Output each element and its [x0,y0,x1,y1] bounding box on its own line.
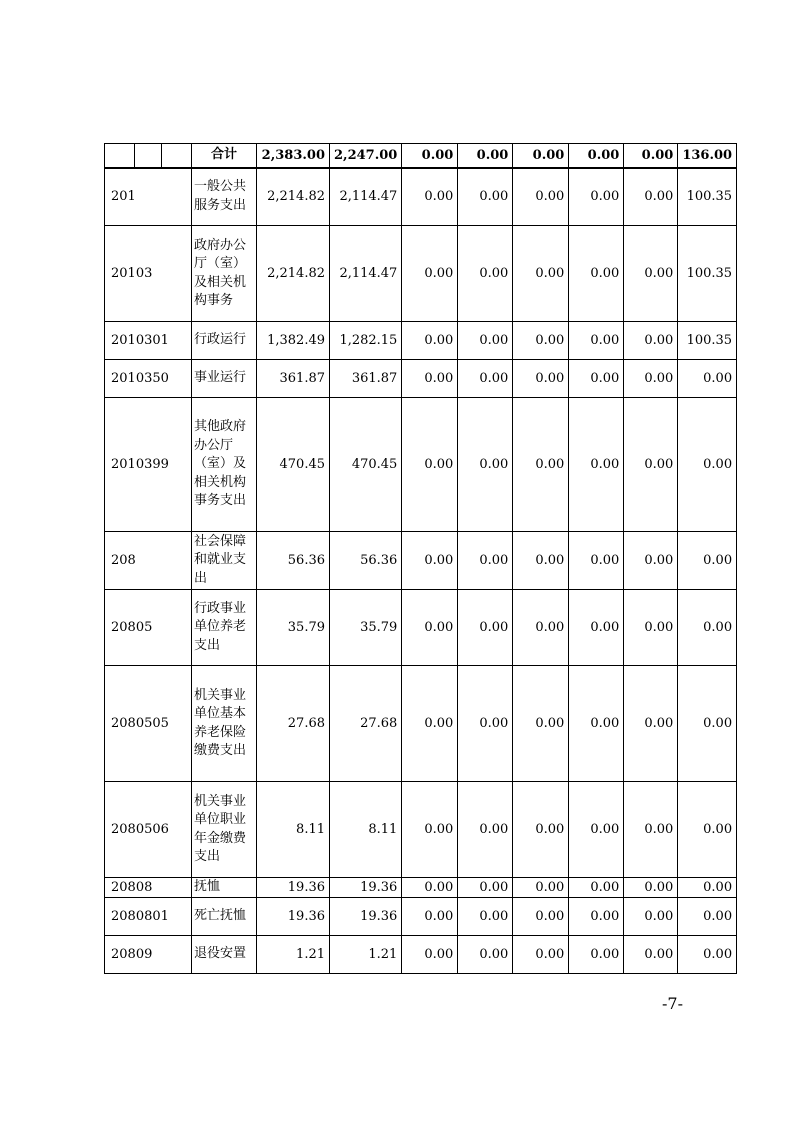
amount-cell: 0.00 [569,226,624,322]
table-row [105,168,737,226]
subject-name: 社会保障和就业支出 [192,532,257,590]
amount-cell: 19.36 [257,897,330,935]
amount-cell: 1.21 [257,935,330,973]
amount-cell: 0.00 [458,590,513,666]
amount-cell: 100.35 [678,322,737,360]
subject-name: 机关事业单位基本养老保险缴费支出 [192,666,257,782]
amount-cell: 56.36 [257,532,330,590]
total-value: 2,383.00 [257,144,330,168]
amount-cell: 0.00 [569,935,624,973]
amount-cell: 0.00 [678,532,737,590]
amount-cell: 0.00 [402,532,458,590]
amount-cell: 8.11 [330,782,402,878]
amount-cell: 0.00 [513,897,569,935]
amount-cell: 0.00 [678,782,737,878]
amount-cell: 0.00 [624,782,678,878]
amount-cell: 0.00 [513,782,569,878]
amount-cell: 0.00 [458,360,513,398]
amount-cell: 35.79 [257,590,330,666]
subject-code: 20808 [105,878,192,898]
amount-cell: 0.00 [458,322,513,360]
amount-cell: 0.00 [402,666,458,782]
blank-cell [135,144,162,168]
amount-cell: 27.68 [257,666,330,782]
amount-cell: 0.00 [569,398,624,532]
amount-cell: 0.00 [624,398,678,532]
table-row [105,532,737,590]
amount-cell: 0.00 [678,935,737,973]
subject-name: 行政运行 [192,322,257,360]
amount-cell: 2,114.47 [330,168,402,226]
subject-name: 抚恤 [192,878,257,898]
amount-cell: 0.00 [458,935,513,973]
amount-cell: 470.45 [330,398,402,532]
amount-cell: 1.21 [330,935,402,973]
table-row [105,935,737,973]
amount-cell: 0.00 [402,322,458,360]
amount-cell: 0.00 [458,782,513,878]
subject-code: 20809 [105,935,192,973]
amount-cell: 0.00 [569,878,624,898]
amount-cell: 0.00 [678,590,737,666]
table-row [105,878,737,898]
amount-cell: 0.00 [458,398,513,532]
amount-cell: 0.00 [624,322,678,360]
subject-name: 行政事业单位养老支出 [192,590,257,666]
amount-cell: 0.00 [513,398,569,532]
amount-cell: 0.00 [624,935,678,973]
amount-cell: 0.00 [402,226,458,322]
amount-cell: 0.00 [513,590,569,666]
amount-cell: 0.00 [458,897,513,935]
amount-cell: 0.00 [678,878,737,898]
amount-cell: 56.36 [330,532,402,590]
table-row [105,398,737,532]
subject-code: 2080505 [105,666,192,782]
amount-cell: 0.00 [624,590,678,666]
amount-cell: 0.00 [402,935,458,973]
amount-cell: 2,214.82 [257,168,330,226]
amount-cell: 8.11 [257,782,330,878]
amount-cell: 19.36 [257,878,330,898]
amount-cell: 0.00 [678,360,737,398]
subject-name: 政府办公厅（室）及相关机构事务 [192,226,257,322]
subject-code: 2080801 [105,897,192,935]
subject-name: 死亡抚恤 [192,897,257,935]
amount-cell: 0.00 [569,360,624,398]
table-row [105,897,737,935]
subject-name: 事业运行 [192,360,257,398]
amount-cell: 470.45 [257,398,330,532]
subject-code: 201 [105,168,192,226]
amount-cell: 0.00 [458,168,513,226]
amount-cell: 0.00 [624,532,678,590]
amount-cell: 2,214.82 [257,226,330,322]
subject-name: 机关事业单位职业年金缴费支出 [192,782,257,878]
amount-cell: 0.00 [402,168,458,226]
total-row [105,144,737,168]
amount-cell: 0.00 [624,360,678,398]
amount-cell: 0.00 [458,532,513,590]
amount-cell: 0.00 [678,666,737,782]
table-row [105,226,737,322]
amount-cell: 0.00 [513,322,569,360]
amount-cell: 0.00 [624,897,678,935]
amount-cell: 0.00 [678,398,737,532]
amount-cell: 361.87 [257,360,330,398]
subject-code: 2010301 [105,322,192,360]
total-value: 0.00 [458,144,513,168]
expenditure-table [104,143,737,974]
table-row [105,782,737,878]
blank-cell [105,144,135,168]
amount-cell: 0.00 [569,322,624,360]
subject-code: 20103 [105,226,192,322]
amount-cell: 0.00 [513,532,569,590]
table-row [105,590,737,666]
amount-cell: 0.00 [513,226,569,322]
page-number: -7- [662,994,683,1013]
amount-cell: 100.35 [678,226,737,322]
amount-cell: 19.36 [330,897,402,935]
amount-cell: 35.79 [330,590,402,666]
amount-cell: 0.00 [513,168,569,226]
amount-cell: 2,114.47 [330,226,402,322]
amount-cell: 27.68 [330,666,402,782]
amount-cell: 100.35 [678,168,737,226]
amount-cell: 0.00 [569,782,624,878]
amount-cell: 0.00 [678,897,737,935]
total-value: 0.00 [402,144,458,168]
amount-cell: 0.00 [569,666,624,782]
amount-cell: 0.00 [402,782,458,878]
subject-code: 20805 [105,590,192,666]
total-value: 136.00 [678,144,737,168]
amount-cell: 0.00 [624,168,678,226]
subject-name: 其他政府办公厅（室）及相关机构事务支出 [192,398,257,532]
amount-cell: 0.00 [513,666,569,782]
total-label: 合计 [192,144,257,168]
amount-cell: 0.00 [569,532,624,590]
subject-name: 一般公共服务支出 [192,168,257,226]
subject-code: 2080506 [105,782,192,878]
amount-cell: 0.00 [513,935,569,973]
total-value: 0.00 [569,144,624,168]
total-value: 0.00 [624,144,678,168]
table-row [105,322,737,360]
amount-cell: 0.00 [402,897,458,935]
subject-code: 2010399 [105,398,192,532]
table-row [105,360,737,398]
subject-code: 208 [105,532,192,590]
amount-cell: 0.00 [624,226,678,322]
blank-cell [162,144,192,168]
table-row [105,666,737,782]
amount-cell: 0.00 [402,360,458,398]
amount-cell: 0.00 [402,878,458,898]
amount-cell: 0.00 [569,168,624,226]
amount-cell: 0.00 [569,590,624,666]
amount-cell: 0.00 [458,226,513,322]
subject-name: 退役安置 [192,935,257,973]
amount-cell: 1,282.15 [330,322,402,360]
amount-cell: 0.00 [624,878,678,898]
total-value: 2,247.00 [330,144,402,168]
total-value: 0.00 [513,144,569,168]
amount-cell: 0.00 [402,398,458,532]
amount-cell: 0.00 [402,590,458,666]
amount-cell: 0.00 [513,878,569,898]
amount-cell: 1,382.49 [257,322,330,360]
amount-cell: 0.00 [458,878,513,898]
amount-cell: 361.87 [330,360,402,398]
subject-code: 2010350 [105,360,192,398]
amount-cell: 19.36 [330,878,402,898]
amount-cell: 0.00 [513,360,569,398]
amount-cell: 0.00 [569,897,624,935]
amount-cell: 0.00 [458,666,513,782]
amount-cell: 0.00 [624,666,678,782]
